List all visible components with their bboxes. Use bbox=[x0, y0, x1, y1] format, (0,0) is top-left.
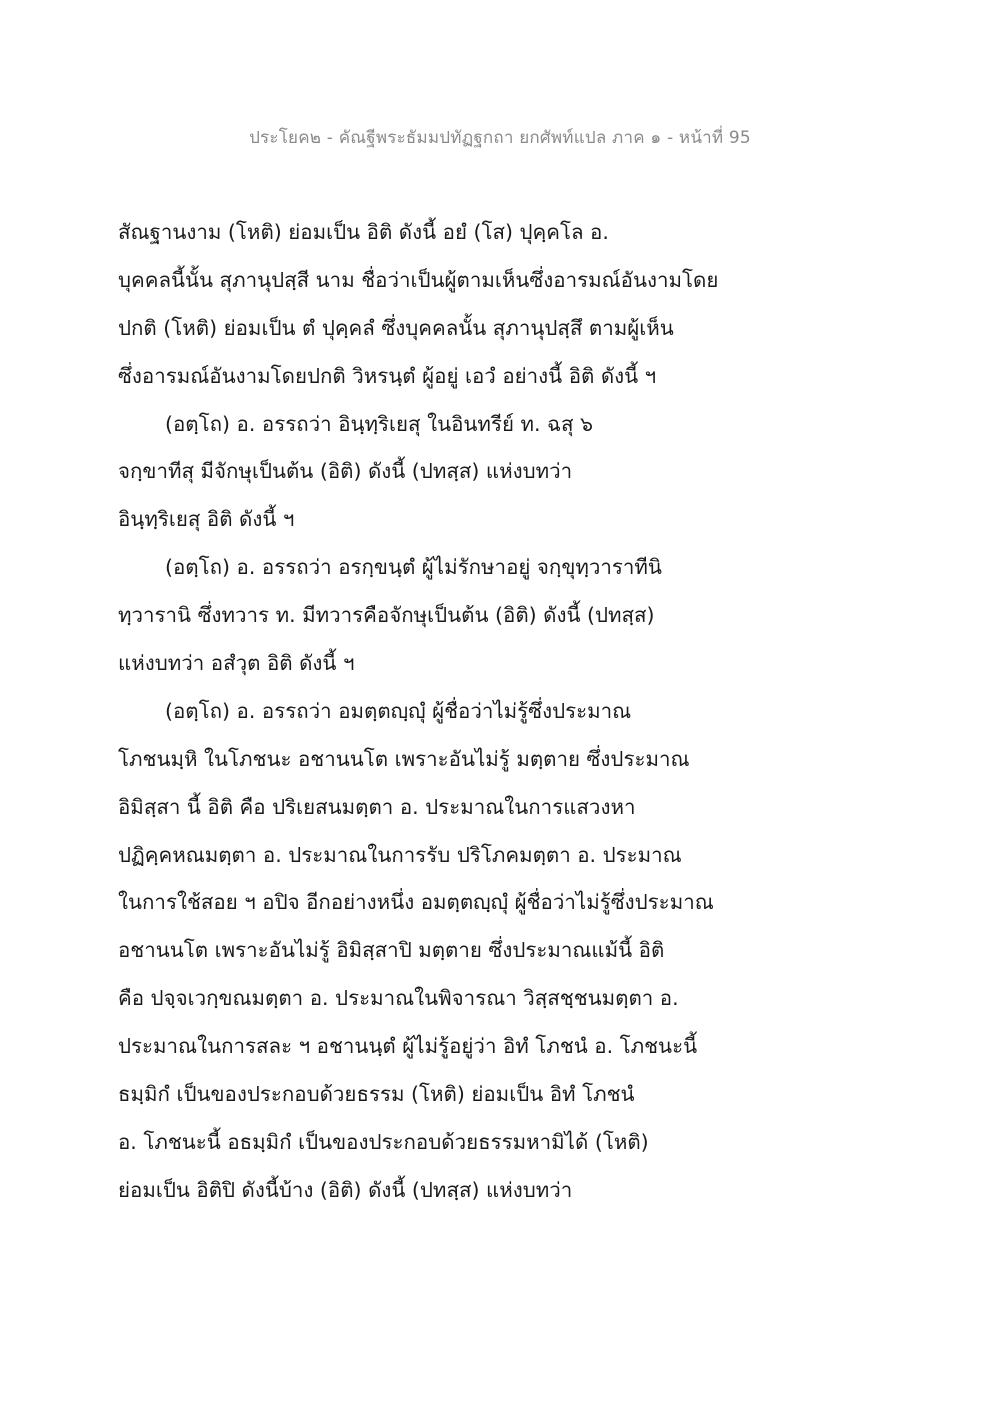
text-line: ธมฺมิกํ เป็นของประกอบด้วยธรรม (โหติ) ย่อมเป็น อิทํ โภชนํ bbox=[118, 1082, 635, 1107]
text-line-indented: (อตฺโถ) อ. อรรถว่า อินฺทฺริเยสุ ในอินทรีย์ ท. ฉสุ ๖ bbox=[165, 411, 594, 436]
text-line: อินฺทฺริเยสุ อิติ ดังนี้ ฯ bbox=[118, 507, 295, 532]
text-line: ปกติ (โหติ) ย่อมเป็น ตํ ปุคฺคลํ ซึ่งบุคคลนั้น สุภานุปสฺสึ ตามผู้เห็น bbox=[118, 315, 674, 340]
text-line: ปฏิคฺคหณมตฺตา อ. ประมาณในการรับ ปริโภคมตฺตา อ. ประมาณ bbox=[118, 842, 682, 867]
text-line: แห่งบทว่า อสํวุต อิติ ดังนี้ ฯ bbox=[118, 651, 355, 676]
text-line: ซึ่งอารมณ์อันงามโดยปกติ วิหรนฺตํ ผู้อยู่ เอวํ อย่างนี้ อิติ ดังนี้ ฯ bbox=[118, 363, 657, 388]
text-line: สัณฐานงาม (โหติ) ย่อมเป็น อิติ ดังนี้ อยํ (โส) ปุคฺคโล อ. bbox=[118, 220, 609, 244]
text-line: อชานนโต เพราะอันไม่รู้ อิมิสฺสาปิ มตฺตาย ซึ่งประมาณแม้นี้ อิติ bbox=[118, 938, 665, 963]
text-line: อ. โภชนะนี้ อธมฺมิกํ เป็นของประกอบด้วยธรรมหามิได้ (โหติ) bbox=[118, 1129, 649, 1154]
text-line: โภชนมฺหิ ในโภชนะ อชานนโต เพราะอันไม่รู้ มตฺตาย ซึ่งประมาณ bbox=[118, 746, 690, 771]
page-header: ประโยค๒ - คัณฐีพระธัมมปทัฏฐกถา ยกศัพท์แปล ภาค ๑ - หน้าที่ 95 bbox=[249, 128, 751, 148]
text-line-indented: (อตฺโถ) อ. อรรถว่า อมตฺตญฺญุํ ผู้ชื่อว่าไม่รู้ซึ่งประมาณ bbox=[165, 698, 632, 723]
text-line: ทฺวารานิ ซึ่งทวาร ท. มีทวารคือจักษุเป็นต้น (อิติ) ดังนี้ (ปทสฺส) bbox=[118, 603, 655, 628]
text-line: ย่อมเป็น อิติปิ ดังนี้บ้าง (อิติ) ดังนี้ (ปทสฺส) แห่งบทว่า bbox=[118, 1177, 573, 1202]
text-line: อิมิสฺสา นี้ อิติ คือ ปริเยสนมตฺตา อ. ประมาณในการแสวงหา bbox=[118, 794, 636, 819]
text-line-indented: (อตฺโถ) อ. อรรถว่า อรกฺขนฺตํ ผู้ไม่รักษาอยู่ จกฺขุทฺวาราทีนิ bbox=[165, 555, 662, 580]
text-line: บุคคลนี้นั้น สุภานุปสฺสี นาม ชื่อว่าเป็นผู้ตามเห็นซึ่งอารมณ์อันงามโดย bbox=[118, 267, 719, 292]
text-line: ประมาณในการสละ ฯ อชานนฺตํ ผู้ไม่รู้อยู่ว่า อิทํ โภชนํ อ. โภชนะนี้ bbox=[118, 1034, 698, 1059]
text-line: คือ ปจฺจเวกฺขณมตฺตา อ. ประมาณในพิจารณา วิสฺสชฺชนมตฺตา อ. bbox=[118, 986, 679, 1011]
text-line: ในการใช้สอย ฯ อปิจ อีกอย่างหนึ่ง อมตฺตญฺญุํ ผู้ชื่อว่าไม่รู้ซึ่งประมาณ bbox=[118, 890, 714, 915]
text-line: จกฺขาทีสุ มีจักษุเป็นต้น (อิติ) ดังนี้ (ปทสฺส) แห่งบทว่า bbox=[118, 459, 573, 484]
body-text bbox=[118, 214, 918, 1220]
